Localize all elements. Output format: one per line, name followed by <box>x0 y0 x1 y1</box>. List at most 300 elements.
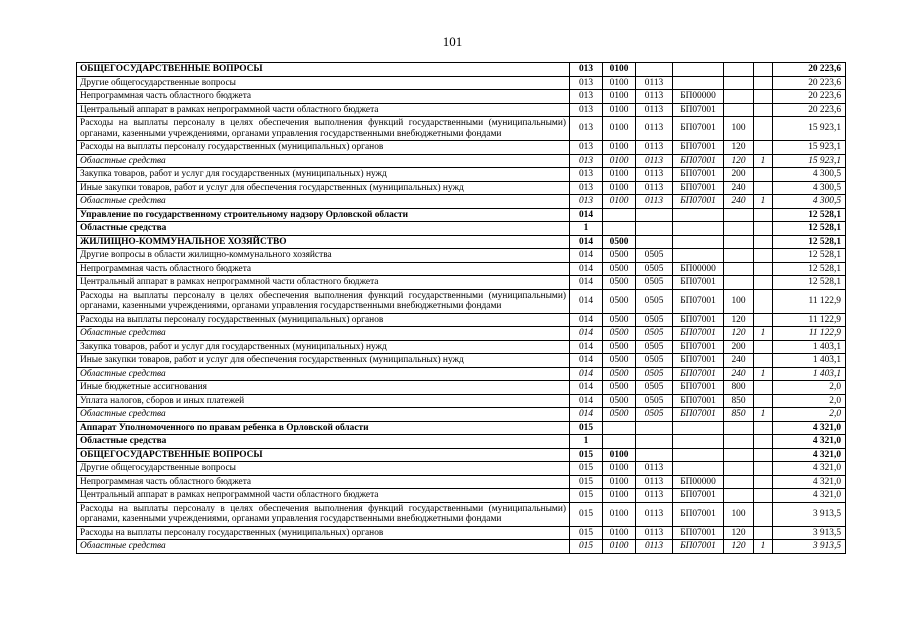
section-code: 0500 <box>603 289 636 313</box>
grbs-code: 013 <box>570 117 603 141</box>
section-code <box>603 435 636 449</box>
grbs-code: 013 <box>570 168 603 182</box>
funding-source-code <box>754 489 773 503</box>
row-name: ОБЩЕГОСУДАРСТВЕННЫЕ ВОПРОСЫ <box>77 63 570 77</box>
grbs-code: 014 <box>570 208 603 222</box>
row-name: Областные средства <box>77 435 570 449</box>
table-row <box>77 408 846 422</box>
section-code: 0100 <box>603 462 636 476</box>
subsection-code: 0505 <box>636 276 673 290</box>
expense-type-code: 200 <box>724 168 754 182</box>
table-row <box>77 154 846 168</box>
amount: 20 223,6 <box>773 63 846 77</box>
grbs-code: 013 <box>570 141 603 155</box>
target-article-code <box>673 421 724 435</box>
grbs-code: 015 <box>570 448 603 462</box>
grbs-code: 015 <box>570 502 603 526</box>
grbs-code: 014 <box>570 327 603 341</box>
target-article-code: БП07001 <box>673 526 724 540</box>
table-row <box>77 222 846 236</box>
funding-source-code <box>754 181 773 195</box>
section-code: 0500 <box>603 235 636 249</box>
funding-source-code: 1 <box>754 327 773 341</box>
row-name: Другие общегосударственные вопросы <box>77 462 570 476</box>
page-number: 101 <box>442 34 463 49</box>
amount: 3 913,5 <box>773 540 846 554</box>
expense-type-code <box>724 103 754 117</box>
subsection-code: 0113 <box>636 181 673 195</box>
section-code: 0500 <box>603 327 636 341</box>
target-article-code <box>673 76 724 90</box>
subsection-code: 0113 <box>636 76 673 90</box>
grbs-code: 014 <box>570 354 603 368</box>
row-name: Иные закупки товаров, работ и услуг для обеспечения государственных (муниципальных) нужд <box>77 181 570 195</box>
funding-source-code <box>754 435 773 449</box>
row-name: Другие вопросы в области жилищно-коммунального хозяйства <box>77 249 570 263</box>
funding-source-code <box>754 249 773 263</box>
expense-type-code <box>724 475 754 489</box>
table-row <box>77 394 846 408</box>
target-article-code: БП00000 <box>673 90 724 104</box>
amount: 4 321,0 <box>773 462 846 476</box>
subsection-code: 0113 <box>636 540 673 554</box>
row-name: Областные средства <box>77 327 570 341</box>
grbs-code: 014 <box>570 276 603 290</box>
table-row <box>77 327 846 341</box>
section-code: 0100 <box>603 154 636 168</box>
section-code: 0100 <box>603 141 636 155</box>
funding-source-code <box>754 289 773 313</box>
section-code: 0100 <box>603 76 636 90</box>
subsection-code: 0505 <box>636 354 673 368</box>
amount: 15 923,1 <box>773 117 846 141</box>
table-row <box>77 448 846 462</box>
section-code: 0100 <box>603 540 636 554</box>
table-row <box>77 540 846 554</box>
table-row <box>77 289 846 313</box>
grbs-code: 014 <box>570 367 603 381</box>
section-code: 0500 <box>603 354 636 368</box>
subsection-code: 0113 <box>636 475 673 489</box>
amount: 4 321,0 <box>773 475 846 489</box>
subsection-code: 0113 <box>636 195 673 209</box>
funding-source-code: 1 <box>754 154 773 168</box>
budget-table <box>76 62 846 554</box>
expense-type-code <box>724 235 754 249</box>
subsection-code <box>636 63 673 77</box>
expense-type-code: 850 <box>724 408 754 422</box>
table-row <box>77 462 846 476</box>
subsection-code: 0113 <box>636 489 673 503</box>
table-row <box>77 141 846 155</box>
amount: 4 300,5 <box>773 195 846 209</box>
section-code <box>603 208 636 222</box>
expense-type-code <box>724 90 754 104</box>
row-name: Областные средства <box>77 540 570 554</box>
grbs-code: 1 <box>570 222 603 236</box>
expense-type-code <box>724 489 754 503</box>
funding-source-code <box>754 421 773 435</box>
amount: 11 122,9 <box>773 327 846 341</box>
expense-type-code <box>724 63 754 77</box>
expense-type-code <box>724 448 754 462</box>
target-article-code <box>673 435 724 449</box>
row-name: Иные бюджетные ассигнования <box>77 381 570 395</box>
target-article-code <box>673 448 724 462</box>
amount: 11 122,9 <box>773 313 846 327</box>
funding-source-code <box>754 502 773 526</box>
amount: 12 528,1 <box>773 235 846 249</box>
table-row <box>77 354 846 368</box>
table-row <box>77 195 846 209</box>
grbs-code: 014 <box>570 394 603 408</box>
table-row <box>77 276 846 290</box>
row-name: Управление по государственному строительному надзору Орловской области <box>77 208 570 222</box>
expense-type-code: 100 <box>724 502 754 526</box>
table-row <box>77 235 846 249</box>
table-row <box>77 435 846 449</box>
funding-source-code <box>754 141 773 155</box>
funding-source-code <box>754 354 773 368</box>
subsection-code: 0113 <box>636 154 673 168</box>
expense-type-code <box>724 262 754 276</box>
budget-table-body <box>77 63 846 554</box>
expense-type-code: 240 <box>724 195 754 209</box>
row-name: Областные средства <box>77 222 570 236</box>
expense-type-code: 120 <box>724 154 754 168</box>
table-row <box>77 367 846 381</box>
target-article-code: БП07001 <box>673 394 724 408</box>
amount: 4 321,0 <box>773 448 846 462</box>
target-article-code: БП07001 <box>673 354 724 368</box>
expense-type-code <box>724 76 754 90</box>
expense-type-code: 120 <box>724 526 754 540</box>
section-code: 0500 <box>603 313 636 327</box>
amount: 1 403,1 <box>773 367 846 381</box>
section-code: 0100 <box>603 168 636 182</box>
row-name: Уплата налогов, сборов и иных платежей <box>77 394 570 408</box>
expense-type-code: 100 <box>724 289 754 313</box>
target-article-code: БП07001 <box>673 168 724 182</box>
grbs-code: 015 <box>570 462 603 476</box>
section-code: 0100 <box>603 103 636 117</box>
funding-source-code <box>754 262 773 276</box>
amount: 12 528,1 <box>773 249 846 263</box>
grbs-code: 015 <box>570 489 603 503</box>
expense-type-code: 240 <box>724 367 754 381</box>
expense-type-code: 850 <box>724 394 754 408</box>
section-code: 0100 <box>603 502 636 526</box>
expense-type-code: 120 <box>724 313 754 327</box>
subsection-code: 0113 <box>636 502 673 526</box>
section-code: 0500 <box>603 408 636 422</box>
subsection-code: 0113 <box>636 526 673 540</box>
grbs-code: 015 <box>570 540 603 554</box>
subsection-code: 0113 <box>636 103 673 117</box>
table-row <box>77 249 846 263</box>
funding-source-code <box>754 117 773 141</box>
row-name: Расходы на выплаты персоналу государственных (муниципальных) органов <box>77 313 570 327</box>
target-article-code <box>673 63 724 77</box>
subsection-code: 0505 <box>636 249 673 263</box>
expense-type-code: 120 <box>724 540 754 554</box>
section-code: 0500 <box>603 249 636 263</box>
expense-type-code: 800 <box>724 381 754 395</box>
funding-source-code: 1 <box>754 408 773 422</box>
grbs-code: 013 <box>570 103 603 117</box>
grbs-code: 1 <box>570 435 603 449</box>
grbs-code: 014 <box>570 381 603 395</box>
expense-type-code: 120 <box>724 327 754 341</box>
amount: 12 528,1 <box>773 208 846 222</box>
table-row <box>77 489 846 503</box>
grbs-code: 014 <box>570 262 603 276</box>
subsection-code <box>636 222 673 236</box>
target-article-code <box>673 462 724 476</box>
expense-type-code <box>724 462 754 476</box>
subsection-code <box>636 235 673 249</box>
expense-type-code <box>724 421 754 435</box>
expense-type-code <box>724 208 754 222</box>
grbs-code: 014 <box>570 249 603 263</box>
subsection-code: 0505 <box>636 394 673 408</box>
table-row <box>77 340 846 354</box>
table-row <box>77 63 846 77</box>
row-name: Расходы на выплаты персоналу государственных (муниципальных) органов <box>77 141 570 155</box>
expense-type-code: 200 <box>724 340 754 354</box>
row-name: Областные средства <box>77 154 570 168</box>
row-name: Аппарат Уполномоченного по правам ребенка в Орловской области <box>77 421 570 435</box>
funding-source-code <box>754 103 773 117</box>
funding-source-code <box>754 63 773 77</box>
target-article-code: БП07001 <box>673 381 724 395</box>
grbs-code: 014 <box>570 289 603 313</box>
amount: 4 321,0 <box>773 421 846 435</box>
subsection-code: 0113 <box>636 168 673 182</box>
expense-type-code <box>724 222 754 236</box>
row-name: ЖИЛИЩНО-КОММУНАЛЬНОЕ ХОЗЯЙСТВО <box>77 235 570 249</box>
target-article-code: БП07001 <box>673 117 724 141</box>
row-name: Областные средства <box>77 367 570 381</box>
table-row <box>77 208 846 222</box>
row-name: Иные закупки товаров, работ и услуг для обеспечения государственных (муниципальных) нужд <box>77 354 570 368</box>
table-row <box>77 502 846 526</box>
funding-source-code <box>754 168 773 182</box>
funding-source-code <box>754 76 773 90</box>
funding-source-code: 1 <box>754 367 773 381</box>
funding-source-code: 1 <box>754 195 773 209</box>
funding-source-code <box>754 208 773 222</box>
amount: 1 403,1 <box>773 354 846 368</box>
row-name: Непрограммная часть областного бюджета <box>77 90 570 104</box>
subsection-code: 0505 <box>636 367 673 381</box>
grbs-code: 015 <box>570 475 603 489</box>
expense-type-code: 100 <box>724 117 754 141</box>
table-row <box>77 526 846 540</box>
grbs-code: 015 <box>570 526 603 540</box>
amount: 4 321,0 <box>773 489 846 503</box>
expense-type-code: 240 <box>724 181 754 195</box>
row-name: Расходы на выплаты персоналу в целях обеспечения выполнения функций государственными (муниципальными) органами, казенными учреждениями, органами управления государственными внебюджетными фондами <box>77 117 570 141</box>
grbs-code: 015 <box>570 421 603 435</box>
amount: 15 923,1 <box>773 154 846 168</box>
section-code: 0100 <box>603 526 636 540</box>
row-name: Расходы на выплаты персоналу в целях обеспечения выполнения функций государственными (муниципальными) органами, казенными учреждениями, органами управления государственными внебюджетными фондами <box>77 502 570 526</box>
subsection-code: 0505 <box>636 327 673 341</box>
target-article-code: БП07001 <box>673 340 724 354</box>
table-row <box>77 421 846 435</box>
section-code: 0100 <box>603 117 636 141</box>
amount: 2,0 <box>773 381 846 395</box>
expense-type-code <box>724 249 754 263</box>
funding-source-code <box>754 313 773 327</box>
section-code: 0500 <box>603 276 636 290</box>
funding-source-code: 1 <box>754 540 773 554</box>
target-article-code: БП07001 <box>673 103 724 117</box>
subsection-code: 0113 <box>636 141 673 155</box>
amount: 2,0 <box>773 394 846 408</box>
subsection-code: 0113 <box>636 462 673 476</box>
target-article-code: БП07001 <box>673 313 724 327</box>
subsection-code: 0505 <box>636 313 673 327</box>
target-article-code <box>673 235 724 249</box>
table-row <box>77 103 846 117</box>
amount: 4 300,5 <box>773 181 846 195</box>
row-name: Расходы на выплаты персоналу государственных (муниципальных) органов <box>77 526 570 540</box>
section-code: 0500 <box>603 394 636 408</box>
subsection-code <box>636 208 673 222</box>
table-row <box>77 313 846 327</box>
grbs-code: 014 <box>570 340 603 354</box>
row-name: Расходы на выплаты персоналу в целях обеспечения выполнения функций государственными (муниципальными) органами, казенными учреждениями, органами управления государственными внебюджетными фондами <box>77 289 570 313</box>
funding-source-code <box>754 235 773 249</box>
target-article-code: БП07001 <box>673 289 724 313</box>
subsection-code: 0505 <box>636 340 673 354</box>
table-row <box>77 181 846 195</box>
subsection-code <box>636 421 673 435</box>
target-article-code: БП07001 <box>673 195 724 209</box>
target-article-code: БП07001 <box>673 327 724 341</box>
funding-source-code <box>754 448 773 462</box>
target-article-code: БП07001 <box>673 502 724 526</box>
row-name: Непрограммная часть областного бюджета <box>77 262 570 276</box>
section-code: 0100 <box>603 489 636 503</box>
funding-source-code <box>754 90 773 104</box>
table-row <box>77 262 846 276</box>
grbs-code: 013 <box>570 181 603 195</box>
target-article-code: БП00000 <box>673 262 724 276</box>
target-article-code: БП07001 <box>673 540 724 554</box>
row-name: Центральный аппарат в рамках непрограммной части областного бюджета <box>77 276 570 290</box>
section-code: 0100 <box>603 63 636 77</box>
target-article-code: БП07001 <box>673 408 724 422</box>
target-article-code: БП07001 <box>673 141 724 155</box>
section-code: 0500 <box>603 381 636 395</box>
target-article-code <box>673 208 724 222</box>
funding-source-code <box>754 526 773 540</box>
target-article-code: БП00000 <box>673 475 724 489</box>
row-name: Непрограммная часть областного бюджета <box>77 475 570 489</box>
funding-source-code <box>754 340 773 354</box>
amount: 12 528,1 <box>773 276 846 290</box>
amount: 4 321,0 <box>773 435 846 449</box>
amount: 20 223,6 <box>773 90 846 104</box>
section-code <box>603 222 636 236</box>
grbs-code: 014 <box>570 408 603 422</box>
row-name: Центральный аппарат в рамках непрограммной части областного бюджета <box>77 489 570 503</box>
funding-source-code <box>754 222 773 236</box>
table-row <box>77 475 846 489</box>
subsection-code <box>636 435 673 449</box>
section-code: 0100 <box>603 448 636 462</box>
table-row <box>77 168 846 182</box>
row-name: Центральный аппарат в рамках непрограммной части областного бюджета <box>77 103 570 117</box>
grbs-code: 013 <box>570 76 603 90</box>
subsection-code: 0505 <box>636 381 673 395</box>
amount: 12 528,1 <box>773 222 846 236</box>
subsection-code: 0505 <box>636 289 673 313</box>
subsection-code: 0505 <box>636 262 673 276</box>
grbs-code: 013 <box>570 63 603 77</box>
section-code: 0100 <box>603 195 636 209</box>
expense-type-code <box>724 276 754 290</box>
section-code: 0500 <box>603 367 636 381</box>
amount: 2,0 <box>773 408 846 422</box>
grbs-code: 013 <box>570 195 603 209</box>
table-row <box>77 117 846 141</box>
subsection-code: 0505 <box>636 408 673 422</box>
row-name: Закупка товаров, работ и услуг для государственных (муниципальных) нужд <box>77 168 570 182</box>
funding-source-code <box>754 276 773 290</box>
amount: 3 913,5 <box>773 502 846 526</box>
section-code: 0500 <box>603 340 636 354</box>
amount: 20 223,6 <box>773 103 846 117</box>
expense-type-code: 120 <box>724 141 754 155</box>
target-article-code: БП07001 <box>673 489 724 503</box>
amount: 20 223,6 <box>773 76 846 90</box>
subsection-code: 0113 <box>636 117 673 141</box>
amount: 11 122,9 <box>773 289 846 313</box>
section-code: 0100 <box>603 90 636 104</box>
target-article-code: БП07001 <box>673 181 724 195</box>
section-code: 0100 <box>603 475 636 489</box>
expense-type-code <box>724 435 754 449</box>
row-name: Областные средства <box>77 408 570 422</box>
funding-source-code <box>754 475 773 489</box>
row-name: Закупка товаров, работ и услуг для государственных (муниципальных) нужд <box>77 340 570 354</box>
section-code <box>603 421 636 435</box>
funding-source-code <box>754 394 773 408</box>
grbs-code: 014 <box>570 313 603 327</box>
target-article-code: БП07001 <box>673 154 724 168</box>
table-row <box>77 90 846 104</box>
target-article-code <box>673 222 724 236</box>
grbs-code: 013 <box>570 154 603 168</box>
amount: 1 403,1 <box>773 340 846 354</box>
table-row <box>77 381 846 395</box>
subsection-code: 0113 <box>636 90 673 104</box>
amount: 12 528,1 <box>773 262 846 276</box>
target-article-code: БП07001 <box>673 276 724 290</box>
row-name: ОБЩЕГОСУДАРСТВЕННЫЕ ВОПРОСЫ <box>77 448 570 462</box>
grbs-code: 013 <box>570 90 603 104</box>
target-article-code: БП07001 <box>673 367 724 381</box>
table-row <box>77 76 846 90</box>
row-name: Областные средства <box>77 195 570 209</box>
funding-source-code <box>754 381 773 395</box>
amount: 3 913,5 <box>773 526 846 540</box>
section-code: 0100 <box>603 181 636 195</box>
